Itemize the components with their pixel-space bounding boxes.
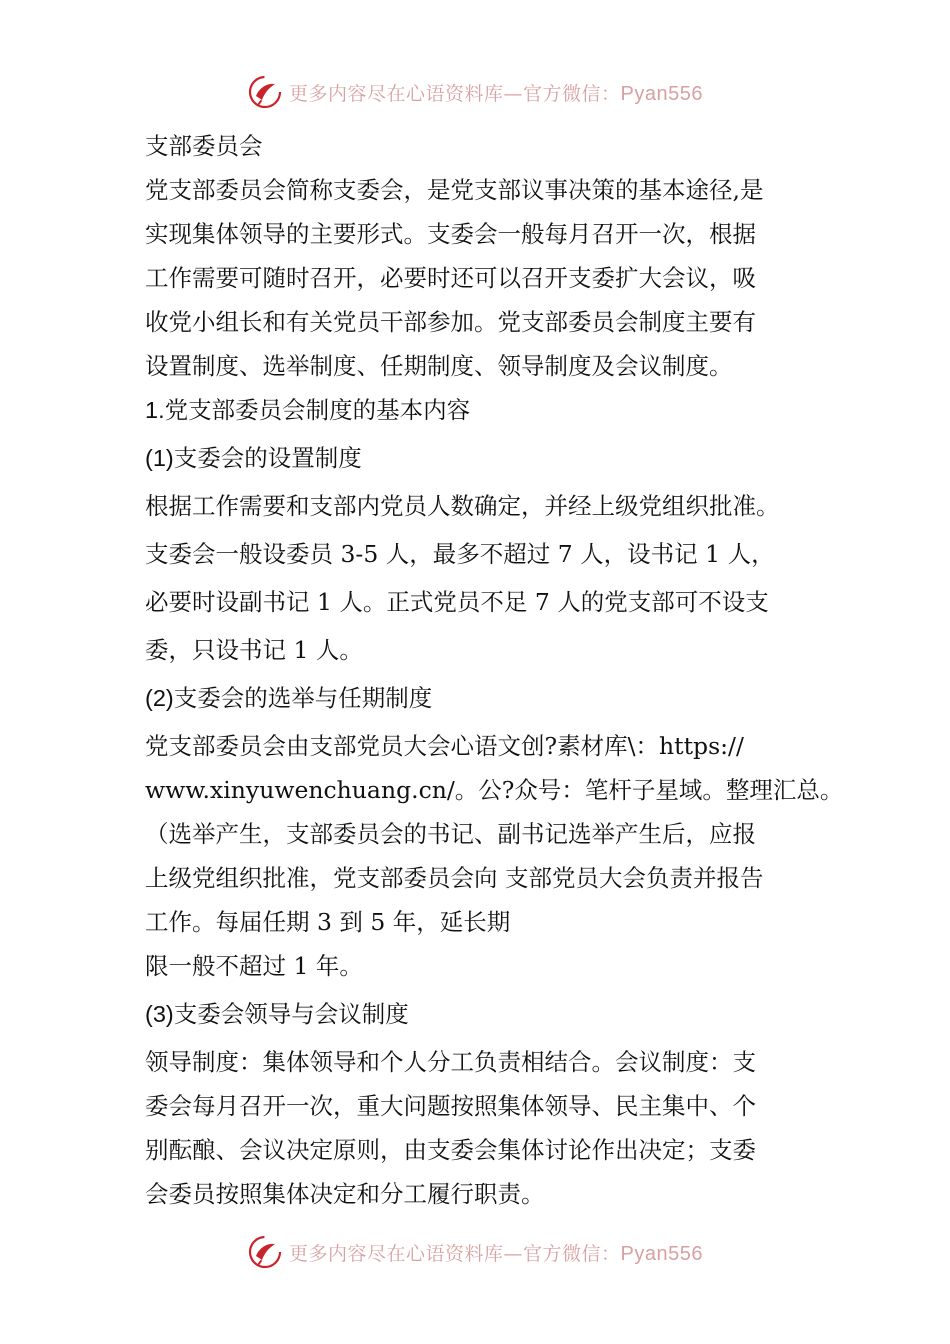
paragraph-line: 实现集体领导的主要形式。支委会一般每月召开一次，根据 [145, 220, 756, 248]
paragraph-line: 必要时设副书记 1 人。正式党员不足 7 人的党支部可不设支 [145, 588, 769, 616]
paragraph-line: 限一般不超过 1 年。 [145, 952, 363, 980]
paragraph-line: 根据工作需要和支部内党员人数确定，并经上级党组织批准。 [145, 492, 780, 520]
paragraph-line: 党支部委员会简称支委会，是党支部议事决策的基本途径,是 [145, 176, 764, 204]
subsection-heading: 1.党支部委员会制度的基本内容 [145, 397, 471, 423]
logo-icon [247, 1234, 283, 1270]
watermark-text: 更多内容尽在心语资料库—官方微信：Pyan556 [289, 82, 703, 105]
paragraph-line: 委会每月召开一次，重大问题按照集体领导、民主集中、个 [145, 1092, 756, 1120]
paragraph-line: 上级党组织批准，党支部委员会向 支部党员大会负责并报告 [145, 864, 764, 892]
footer-watermark [0, 1232, 950, 1272]
watermark-text: 更多内容尽在心语资料库—官方微信：Pyan556 [289, 1242, 703, 1265]
paragraph-line: 领导制度：集体领导和个人分工负责相结合。会议制度：支 [145, 1048, 756, 1076]
subsection-heading: (1)支委会的设置制度 [145, 445, 362, 471]
paragraph-line: （选举产生，支部委员会的书记、副书记选举产生后，应报 [145, 820, 756, 848]
paragraph-line: 会委员按照集体决定和分工履行职责。 [145, 1180, 545, 1208]
paragraph-line: 工作。每届任期 3 到 5 年，延长期 [145, 908, 511, 936]
subsection-heading: (3)支委会领导与会议制度 [145, 1001, 409, 1027]
logo-icon [247, 74, 283, 110]
document-body [145, 124, 845, 1216]
subsection-heading: (2)支委会的选举与任期制度 [145, 685, 433, 711]
paragraph-line: 别酝酿、会议决定原则，由支委会集体讨论作出决定；支委 [145, 1136, 756, 1164]
paragraph-line: 设置制度、选举制度、任期制度、领导制度及会议制度。 [145, 352, 733, 380]
section-title: 支部委员会 [145, 132, 263, 160]
paragraph-line: 收党小组长和有关党员干部参加。党支部委员会制度主要有 [145, 308, 756, 336]
paragraph-line: 委，只设书记 1 人。 [145, 636, 363, 664]
header-watermark [0, 72, 950, 112]
paragraph-line: 工作需要可随时召开，必要时还可以召开支委扩大会议，吸 [145, 264, 756, 292]
paragraph-line: 党支部委员会由支部党员大会心语文创?素材库\：https:// [145, 732, 744, 760]
paragraph-line: 支委会一般设委员 3-5 人，最多不超过 7 人，设书记 1 人， [145, 540, 775, 568]
paragraph-line: www.xinyuwenchuang.cn/。公?众号：笔杆子星域。整理汇总。 [145, 776, 844, 804]
